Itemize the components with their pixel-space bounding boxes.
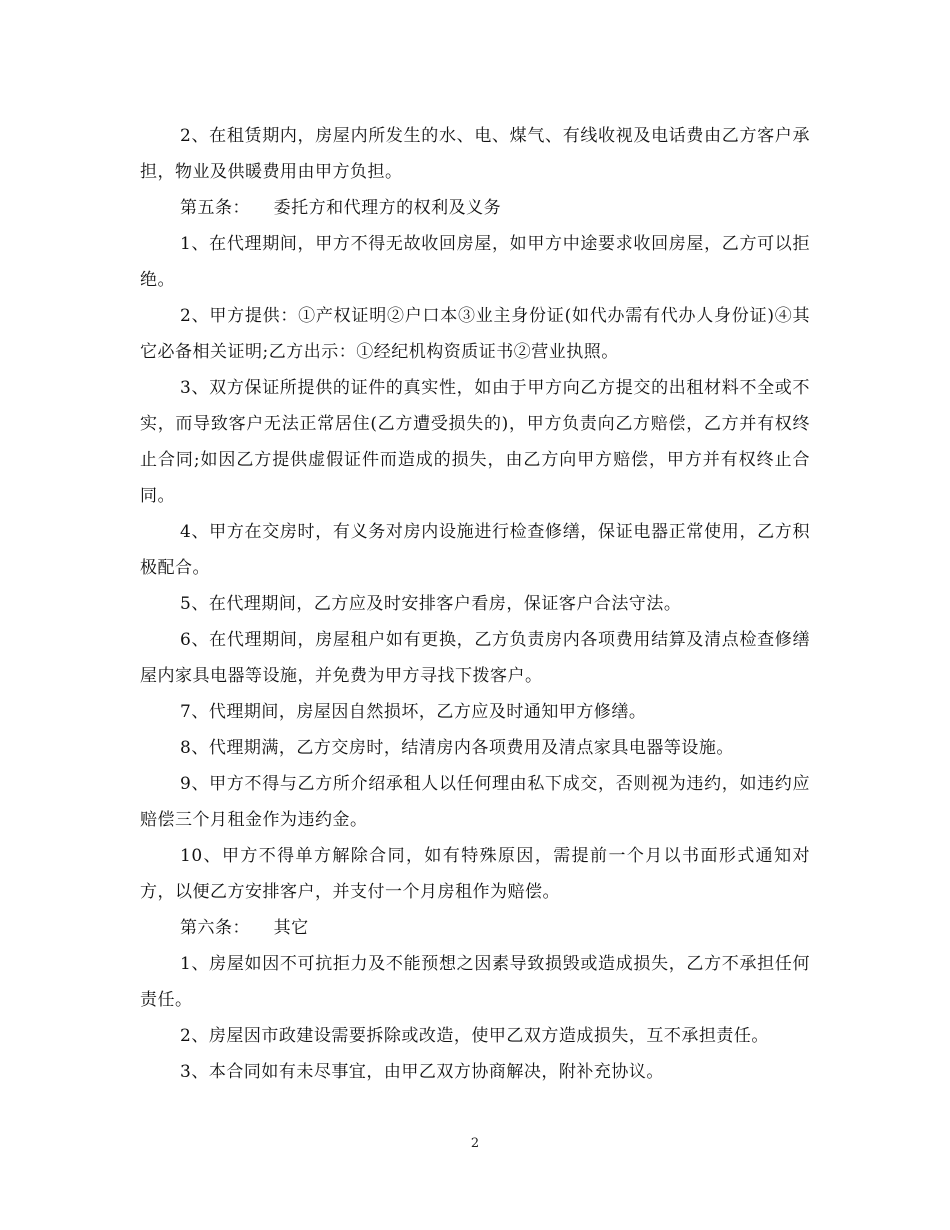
clause-6-item-1: 1、房屋如因不可抗拒力及不能预想之因素导致损毁或造成损失，乙方不承担任何责任。 (140, 954, 810, 1010)
clause-4-item-2: 2、在租赁期内，房屋内所发生的水、电、煤气、有线收视及电话费由乙方客户承担，物业及供暖费用由甲方负担。 (140, 126, 810, 182)
section-heading-article-5: 第五条： 委托方和代理方的权利及义务 (180, 198, 502, 218)
clause-5-item-1: 1、在代理期间，甲方不得无故收回房屋，如甲方中途要求收回房屋，乙方可以拒绝。 (140, 234, 810, 290)
clause-5-item-2: 2、甲方提供：①产权证明②户口本③业主身份证(如代办需有代办人身份证)④其它必备相关证明;乙方出示：①经纪机构资质证书②营业执照。 (140, 306, 810, 362)
page-number: 2 (470, 1136, 480, 1151)
clause-6-item-3: 3、本合同如有未尽事宜，由甲乙双方协商解决，附补充协议。 (180, 1062, 664, 1082)
clause-5-item-7: 7、代理期间，房屋因自然损坏，乙方应及时通知甲方修缮。 (180, 702, 647, 722)
clause-5-item-4: 4、甲方在交房时，有义务对房内设施进行检查修缮，保证电器正常使用，乙方积极配合。 (140, 522, 810, 578)
clause-5-item-5: 5、在代理期间，乙方应及时安排客户看房，保证客户合法守法。 (180, 594, 682, 614)
clause-5-item-8: 8、代理期满，乙方交房时，结清房内各项费用及清点家具电器等设施。 (180, 738, 734, 758)
clause-6-item-2: 2、房屋因市政建设需要拆除或改造，使甲乙双方造成损失，互不承担责任。 (180, 1026, 769, 1046)
clause-5-item-10: 10、甲方不得单方解除合同，如有特殊原因，需提前一个月以书面形式通知对方，以便乙方安排客户，并支付一个月房租作为赔偿。 (140, 846, 810, 902)
clause-5-item-3: 3、双方保证所提供的证件的真实性，如由于甲方向乙方提交的出租材料不全或不实，而导致客户无法正常居住(乙方遭受损失的)，甲方负责向乙方赔偿，乙方并有权终止合同;如因乙方提供虚假证件而造成的损失，由乙方向甲方赔偿，甲方并有权终止合同。 (140, 378, 810, 506)
section-heading-article-6: 第六条： 其它 (180, 918, 309, 938)
clause-5-item-9: 9、甲方不得与乙方所介绍承租人以任何理由私下成交，否则视为违约，如违约应赔偿三个月租金作为违约金。 (140, 774, 810, 830)
document-body (140, 118, 810, 1090)
clause-5-item-6: 6、在代理期间，房屋租户如有更换，乙方负责房内各项费用结算及清点检查修缮屋内家具电器等设施，并免费为甲方寻找下拨客户。 (140, 630, 810, 686)
